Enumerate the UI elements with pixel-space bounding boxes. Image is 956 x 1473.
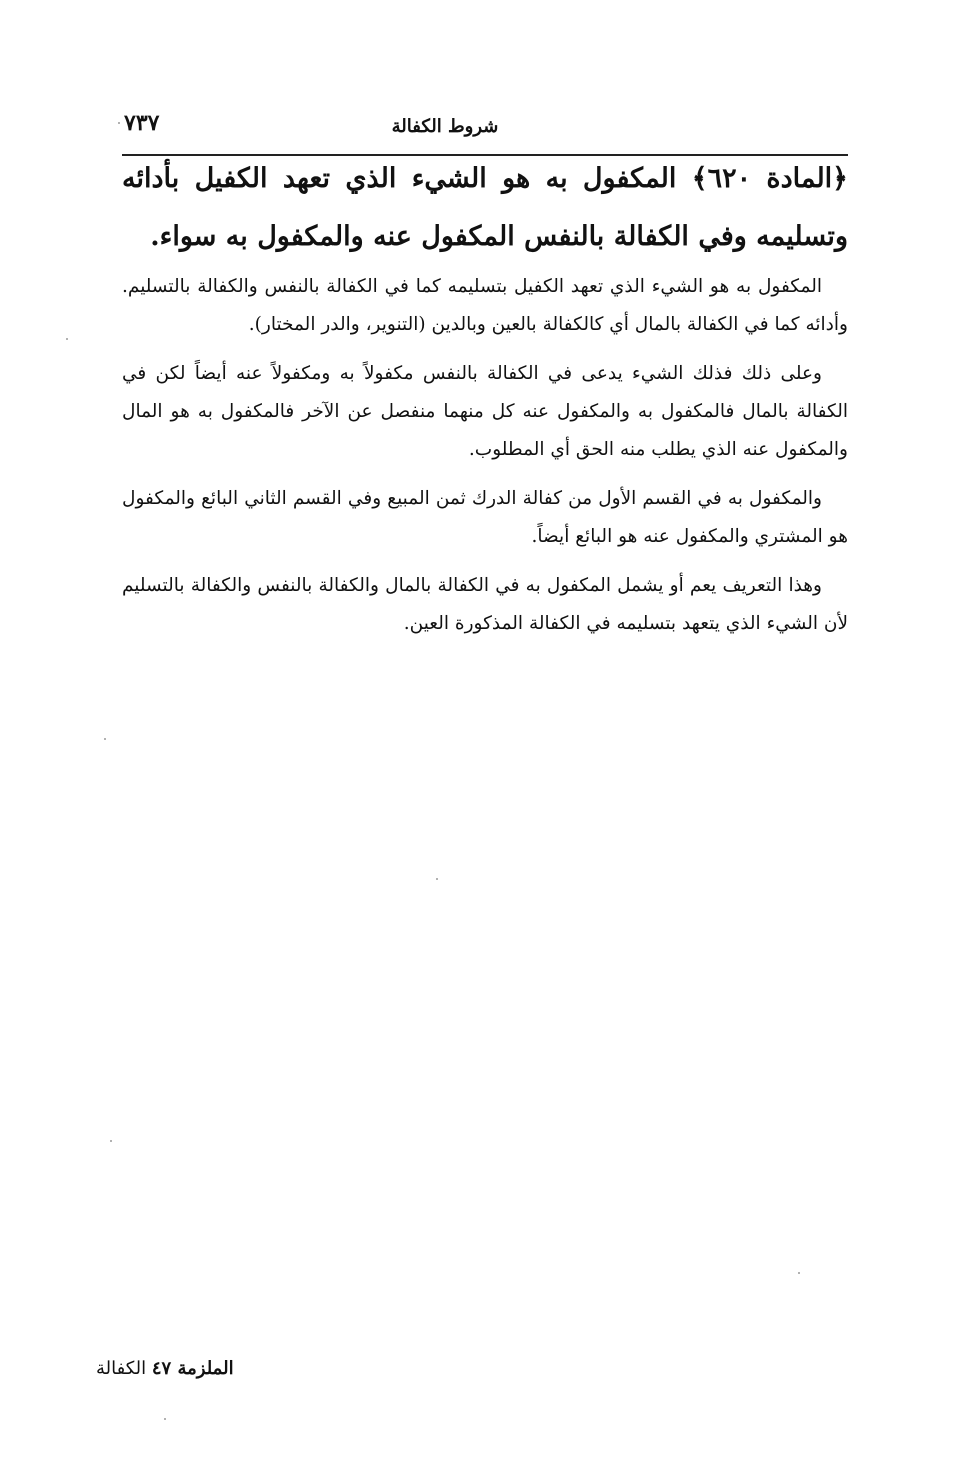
article-620-text: ﴿المادة ٦٢٠﴾ المكفول به هو الشيء الذي تعهد الكفيل بأدائه وتسليمه وفي الكفالة بالنفس المكفول عنه والمكفول به سواء. [122,163,848,252]
scan-speck [66,338,68,340]
paragraph-2: وعلى ذلك فذلك الشيء يدعى في الكفالة بالنفس مكفولاً به ومكفولاً عنه أيضاً لكن في الكفالة بالمال فالمكفول به والمكفول عنه كل منهما منفصل عن الآخر فالمكفول به هو المال والمكفول عنه الذي يطلب منه الحق أي المطلوب. [122,363,848,460]
booklet-number: الملزمة ٤٧ [151,1358,234,1379]
scan-speck [118,122,120,124]
scan-speck [436,878,438,880]
paragraph-4: وهذا التعريف يعم أو يشمل المكفول به في الكفالة بالمال والكفالة بالنفس والكفالة بالتسليم لأن الشيء الذي يتعهد بتسليمه في الكفالة المذكورة العين. [122,575,848,634]
booklet-section: الكفالة [96,1358,147,1379]
running-title: شروط الكفالة [391,116,499,137]
scan-speck [104,738,106,740]
scan-speck [110,1140,112,1142]
page-header [122,108,848,156]
scan-speck [164,1418,166,1420]
paragraph-1: المكفول به هو الشيء الذي تعهد الكفيل بتسليمه كما في الكفالة بالنفس والكفالة بالتسليم. وأدائه كما في الكفالة بالمال أي كالكفالة بالعين وبالدين (التنوير، والدر المختار). [122,276,848,335]
page-number: ٧٣٧ [124,110,160,136]
booklet-footer [96,1358,234,1379]
commentary-body [122,268,848,654]
paragraph-3: والمكفول به في القسم الأول من كفالة الدرك ثمن المبيع وفي القسم الثاني البائع والمكفول هو المشتري والمكفول عنه هو البائع أيضاً. [122,488,848,547]
scan-speck [798,1272,800,1274]
